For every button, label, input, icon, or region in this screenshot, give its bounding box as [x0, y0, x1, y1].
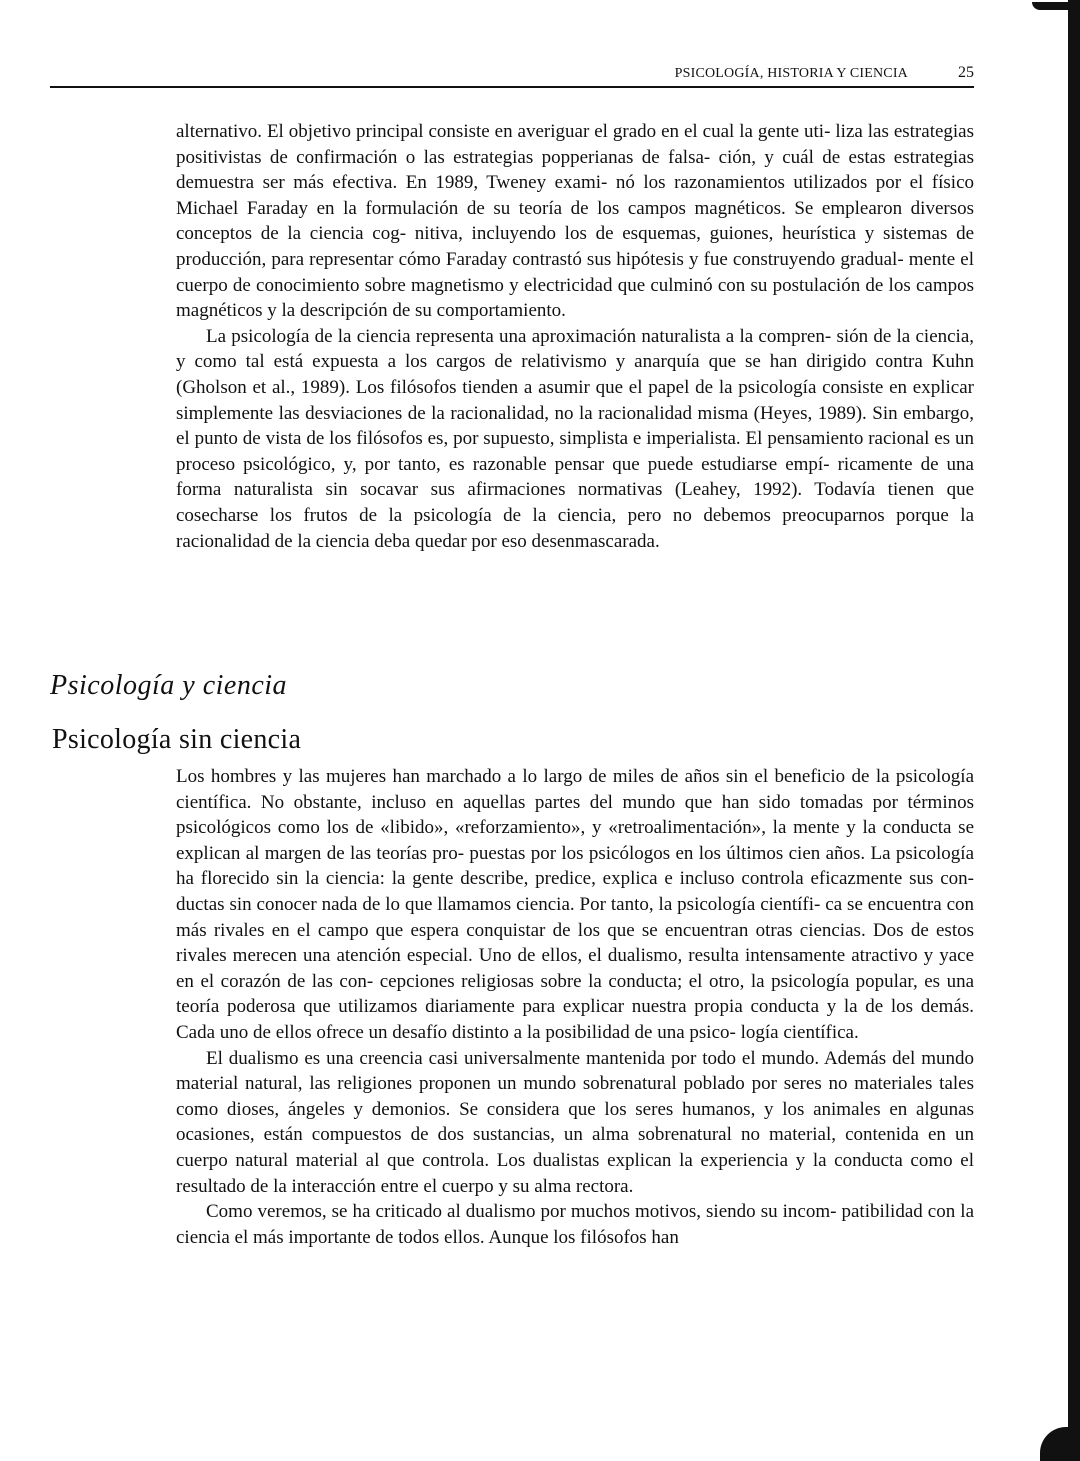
text-line: poblado por seres no materiales tales como dioses, ángeles y demonios. Se considera	[176, 1073, 974, 1120]
text-line: liza las estrategias positivistas de confirmación o las estrategias popperianas de falsa-	[176, 121, 975, 168]
page-number: 25	[958, 64, 974, 81]
text-line: cepciones religiosas sobre la conducta; el otro, la psicología popular, es una teoría	[176, 970, 975, 1018]
text-line: 1992). Todavía tienen que cosecharse los frutos de la psicología de la ciencia, pero	[176, 479, 975, 526]
text-line: Como veremos, se ha criticado al dualismo por muchos motivos, siendo su incom-	[206, 1201, 837, 1223]
paragraph	[176, 324, 974, 554]
scan-edge	[1068, 0, 1080, 1461]
text-line: racionalidad, no la racionalidad misma (Heyes, 1989). Sin embargo, el punto de vista	[176, 402, 974, 450]
text-line: sión de la ciencia, y como tal está expuesta a los cargos de relativismo y anarquía que	[176, 325, 975, 373]
text-line: teoría de los campos magnéticos. Se emplearon diversos conceptos de la ciencia cog-	[176, 197, 974, 245]
text-line: patibilidad con la ciencia el más importante de todos ellos. Aunque los filósofos han	[176, 1201, 974, 1248]
paragraph	[176, 119, 974, 324]
text-line: ca se encuentra con más rivales en el campo que espera conquistar de los que se	[176, 893, 974, 941]
text-line: El dualismo es una creencia casi universalmente mantenida por todo el mundo.	[206, 1047, 820, 1069]
text-line: de los filósofos es, por supuesto, simplista e imperialista. El pensamiento racional es	[306, 428, 951, 450]
text-line: los demás. Cada uno de ellos ofrece un desafío distinto a la posibilidad de una psico-	[176, 996, 974, 1043]
text-line: ción, y cuál de estas estrategias demuestra ser más efectiva. En 1989, Tweney exami-	[176, 146, 974, 194]
text-line: Además del mundo material natural, las religiones proponen un mundo sobrenatural	[176, 1047, 974, 1095]
text-line: han sido tomadas por términos psicológicos como los de «libido», «reforzamiento», y	[176, 791, 974, 839]
paragraph	[176, 1199, 974, 1250]
running-header	[50, 62, 974, 88]
text-line: encuentran otras ciencias. Dos de estos rivales merecen una atención especial. Uno	[176, 919, 974, 967]
text-line: no debemos preocuparnos porque la racionalidad de la ciencia deba quedar por eso	[176, 504, 975, 552]
text-line: poderosa que utilizamos diariamente para explicar nuestra propia conducta y la de	[226, 996, 884, 1018]
text-line: puestas por los psicólogos en los últimos cien años. La psicología ha florecido sin la	[176, 842, 974, 890]
section-title: Psicología y ciencia	[50, 670, 288, 701]
text-line: dos sustancias, un alma sobrenatural no material, contenida en un cuerpo natural	[176, 1124, 975, 1171]
paragraph	[176, 764, 974, 1046]
text-line: ductas sin conocer nada de lo que llamamos ciencia. Por tanto, la psicología científi-	[176, 893, 821, 915]
text-line: el papel de la psicología consiste en explicar simplemente las desviaciones de la	[176, 376, 974, 424]
section2	[176, 764, 974, 1250]
text-line: logía científica.	[740, 1021, 859, 1043]
text-line: Los hombres y las mujeres han marchado a lo largo de miles de años sin el beneficio	[176, 766, 846, 787]
text-line: de ellos, el dualismo, resulta intensamente atractivo y yace en el corazón de las con-	[176, 945, 974, 992]
text-line: desenmascarada.	[531, 530, 660, 552]
text-line: un proceso psicológico, y, por tanto, es razonable pensar que puede estudiarse empí-	[176, 428, 975, 475]
text-line: para representar cómo Faraday contrastó sus hipótesis y fue construyendo gradual-	[271, 248, 904, 270]
text-line: se han dirigido contra Kuhn (Gholson et al., 1989). Los filósofos tienden a asumir que	[176, 351, 974, 398]
text-line: «retroalimentación», la mente y la conducta se explican al margen de las teorías pro-	[176, 817, 975, 864]
section1	[176, 119, 974, 554]
text-line: de la psicología científica. No obstante, incluso en aquellas partes del mundo que	[176, 766, 975, 813]
text-line: resultado de la interacción entre el cuerpo y su alma rectora.	[176, 1175, 634, 1197]
text-line: su postulación de los campos magnéticos y la descripción de su comportamiento.	[176, 274, 974, 322]
subsection-title: Psicología sin ciencia	[52, 724, 302, 755]
text-line: ciencia: la gente describe, predice, explica e incluso controla eficazmente sus con-	[325, 868, 975, 890]
text-line: material al que controla. Los dualistas explican la experiencia y la conducta como el	[295, 1149, 974, 1171]
text-line: nó los razonamientos utilizados por el físico Michael Faraday en la formulación de su	[176, 172, 975, 219]
text-line: nitiva, incluyendo los de esquemas, guiones, heurística y sistemas de producción,	[176, 223, 975, 270]
text-line: alternativo. El objetivo principal consiste en averiguar el grado en el cual la gente uti-	[176, 121, 831, 142]
text-line: ricamente de una forma naturalista sin socavar sus afirmaciones normativas (Leahey,	[176, 453, 974, 501]
scan-edge-bottom	[1040, 1427, 1068, 1461]
running-title: PSICOLOGÍA, HISTORIA Y CIENCIA	[674, 66, 908, 81]
text-line: mente el cuerpo de conocimiento sobre magnetismo y electricidad que culminó con	[176, 248, 974, 296]
text-line: La psicología de la ciencia representa una aproximación naturalista a la compren-	[206, 325, 832, 347]
scan-edge-top	[1032, 2, 1068, 10]
text-line: que los seres humanos, y los animales en algunas ocasiones, están compuestos de	[176, 1098, 974, 1146]
paragraph	[176, 1046, 974, 1200]
